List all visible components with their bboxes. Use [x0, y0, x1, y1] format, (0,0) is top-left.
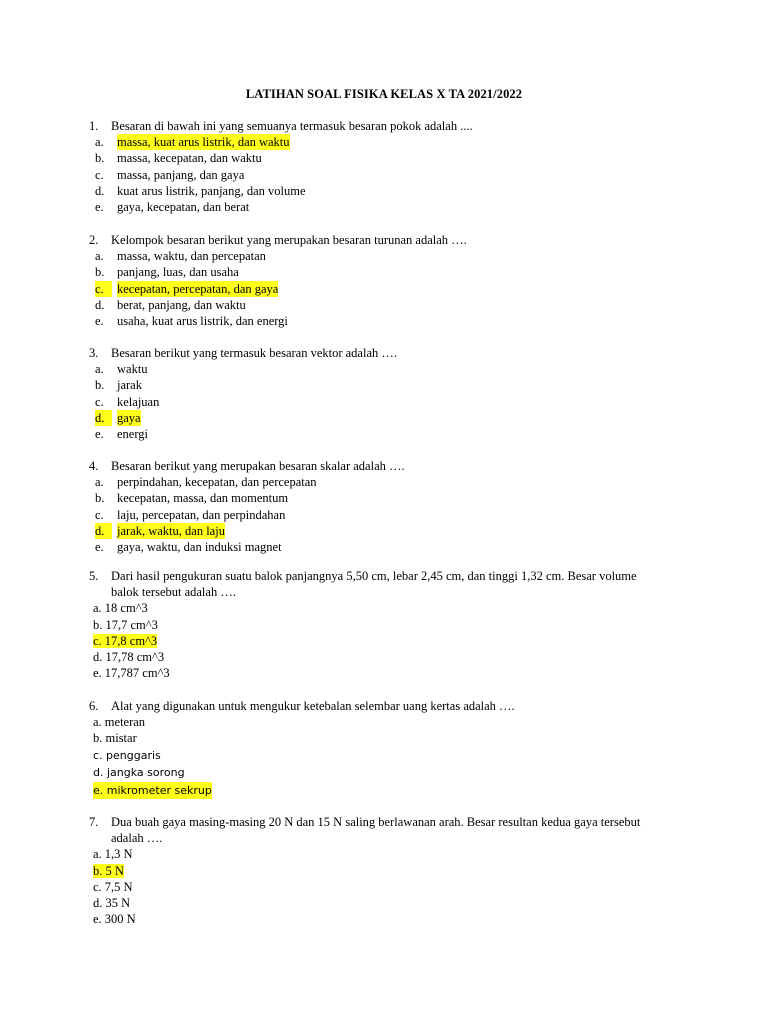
option-b — [89, 863, 709, 879]
question-number: 7. — [89, 815, 99, 829]
option-a — [89, 600, 709, 616]
question-number: 5. — [89, 569, 99, 583]
document-title: LATIHAN SOAL FISIKA KELAS X TA 2021/2022 — [245, 87, 523, 101]
option-text-answer: b. 5 N — [93, 863, 124, 878]
option-a — [89, 846, 709, 862]
question-1 — [89, 118, 689, 215]
option-d — [89, 649, 709, 665]
option-e: e. gaya, kecepatan, dan berat — [95, 199, 250, 214]
option-text: d. 17,78 cm^3 — [93, 649, 165, 664]
option-d: d. gaya — [95, 410, 141, 425]
question-1-header — [89, 118, 689, 134]
option-e — [89, 665, 709, 681]
option-a: a. perpindahan, kecepatan, dan percepatan — [95, 475, 317, 490]
option-text: usaha, kuat arus listrik, dan energi — [117, 313, 288, 328]
option-text: d. 35 N — [93, 895, 131, 910]
option-e — [89, 911, 709, 927]
option-text-answer: c. 17,8 cm^3 — [93, 633, 158, 648]
question-text-line-1: Dari hasil pengukuran suatu balok panjangnya 5,50 cm, lebar 2,45 cm, dan tinggi 1,32 cm. Besar volume — [111, 569, 637, 583]
question-text-line-1: Dua buah gaya masing-masing 20 N dan 15 N saling berlawanan arah. Besar resultan kedua gaya tersebut — [111, 815, 641, 829]
question-5-header — [89, 568, 709, 600]
option-text-answer: jarak, waktu, dan laju — [117, 523, 225, 538]
option-a: a. massa, kuat arus listrik, dan waktu — [95, 135, 290, 150]
option-text: laju, percepatan, dan perpindahan — [117, 507, 286, 522]
question-number: 3. — [89, 346, 99, 360]
option-text: d. jangka sorong — [93, 766, 185, 780]
question-text-line-2: balok tersebut adalah …. — [111, 585, 236, 600]
option-b — [89, 730, 689, 746]
question-7-header — [89, 814, 709, 846]
option-c — [89, 879, 709, 895]
option-text: a. 18 cm^3 — [93, 601, 148, 616]
option-c — [89, 633, 709, 649]
question-5 — [89, 568, 709, 681]
option-text: berat, panjang, dan waktu — [117, 297, 246, 312]
question-7 — [89, 814, 709, 927]
option-a — [89, 714, 689, 730]
question-text: Besaran berikut yang termasuk besaran vektor adalah …. — [111, 346, 398, 360]
option-e: e. gaya, waktu, dan induksi magnet — [95, 539, 282, 554]
question-6-header — [89, 698, 689, 714]
option-text: kelajuan — [117, 394, 160, 409]
option-d — [89, 764, 689, 782]
option-c — [89, 747, 689, 765]
option-text-answer: gaya — [117, 410, 141, 425]
option-b: b. massa, kecepatan, dan waktu — [95, 151, 262, 166]
question-3 — [89, 345, 689, 442]
option-text: e. 17,787 cm^3 — [93, 666, 170, 681]
question-number: 6. — [89, 699, 99, 713]
option-text-answer: kecepatan, percepatan, dan gaya — [117, 281, 279, 296]
option-b — [89, 617, 709, 633]
option-d: d. berat, panjang, dan waktu — [95, 297, 246, 312]
option-text: massa, panjang, dan gaya — [117, 167, 245, 182]
option-e: e. usaha, kuat arus listrik, dan energi — [95, 313, 288, 328]
question-number: 2. — [89, 233, 99, 247]
option-b: b. kecepatan, massa, dan momentum — [95, 491, 289, 506]
option-a: a. massa, waktu, dan percepatan — [95, 249, 266, 264]
option-text: b. mistar — [93, 731, 137, 746]
option-text: jarak — [117, 378, 142, 393]
option-d — [89, 895, 709, 911]
option-text: massa, waktu, dan percepatan — [117, 249, 266, 264]
option-text: perpindahan, kecepatan, dan percepatan — [117, 475, 317, 490]
option-text: gaya, waktu, dan induksi magnet — [117, 539, 282, 554]
option-e: e. energi — [95, 426, 149, 441]
question-2-header — [89, 232, 689, 248]
question-text-line-2: adalah …. — [111, 831, 163, 846]
option-c: c. kelajuan — [95, 394, 160, 409]
option-text-answer: massa, kuat arus listrik, dan waktu — [117, 135, 290, 150]
option-text: energi — [117, 426, 149, 441]
option-text: c. 7,5 N — [93, 879, 133, 894]
option-text: a. meteran — [93, 715, 146, 730]
option-text: b. 17,7 cm^3 — [93, 617, 158, 632]
option-text: gaya, kecepatan, dan berat — [117, 199, 250, 214]
question-text: Besaran di bawah ini yang semuanya termasuk besaran pokok adalah .... — [111, 119, 473, 133]
option-c: c. massa, panjang, dan gaya — [95, 167, 245, 182]
option-c: c. laju, percepatan, dan perpindahan — [95, 507, 286, 522]
option-text: waktu — [117, 362, 148, 377]
question-number: 4. — [89, 459, 99, 473]
option-text: panjang, luas, dan usaha — [117, 265, 239, 280]
question-4 — [89, 458, 689, 555]
question-3-header — [89, 345, 689, 361]
option-c: c. kecepatan, percepatan, dan gaya — [95, 281, 279, 296]
option-text: kecepatan, massa, dan momentum — [117, 491, 289, 506]
option-text: massa, kecepatan, dan waktu — [117, 151, 262, 166]
question-2 — [89, 232, 689, 329]
question-text: Alat yang digunakan untuk mengukur ketebalan selembar uang kertas adalah …. — [111, 699, 515, 713]
option-a: a. waktu — [95, 362, 148, 377]
option-text: e. 300 N — [93, 912, 136, 927]
option-text-answer: e. mikrometer sekrup — [93, 782, 212, 800]
option-e — [89, 782, 689, 800]
option-d: d. jarak, waktu, dan laju — [95, 523, 225, 538]
question-text: Besaran berikut yang merupakan besaran skalar adalah …. — [111, 459, 405, 473]
option-text: a. 1,3 N — [93, 847, 133, 862]
option-d: d. kuat arus listrik, panjang, dan volume — [95, 183, 306, 198]
question-6 — [89, 698, 689, 799]
question-number: 1. — [89, 119, 99, 133]
option-b: b. panjang, luas, dan usaha — [95, 265, 239, 280]
option-text: c. penggaris — [93, 748, 161, 762]
option-b: b. jarak — [95, 378, 142, 393]
option-text: kuat arus listrik, panjang, dan volume — [117, 183, 306, 198]
question-4-header — [89, 458, 689, 474]
question-text: Kelompok besaran berikut yang merupakan besaran turunan adalah …. — [111, 233, 467, 247]
